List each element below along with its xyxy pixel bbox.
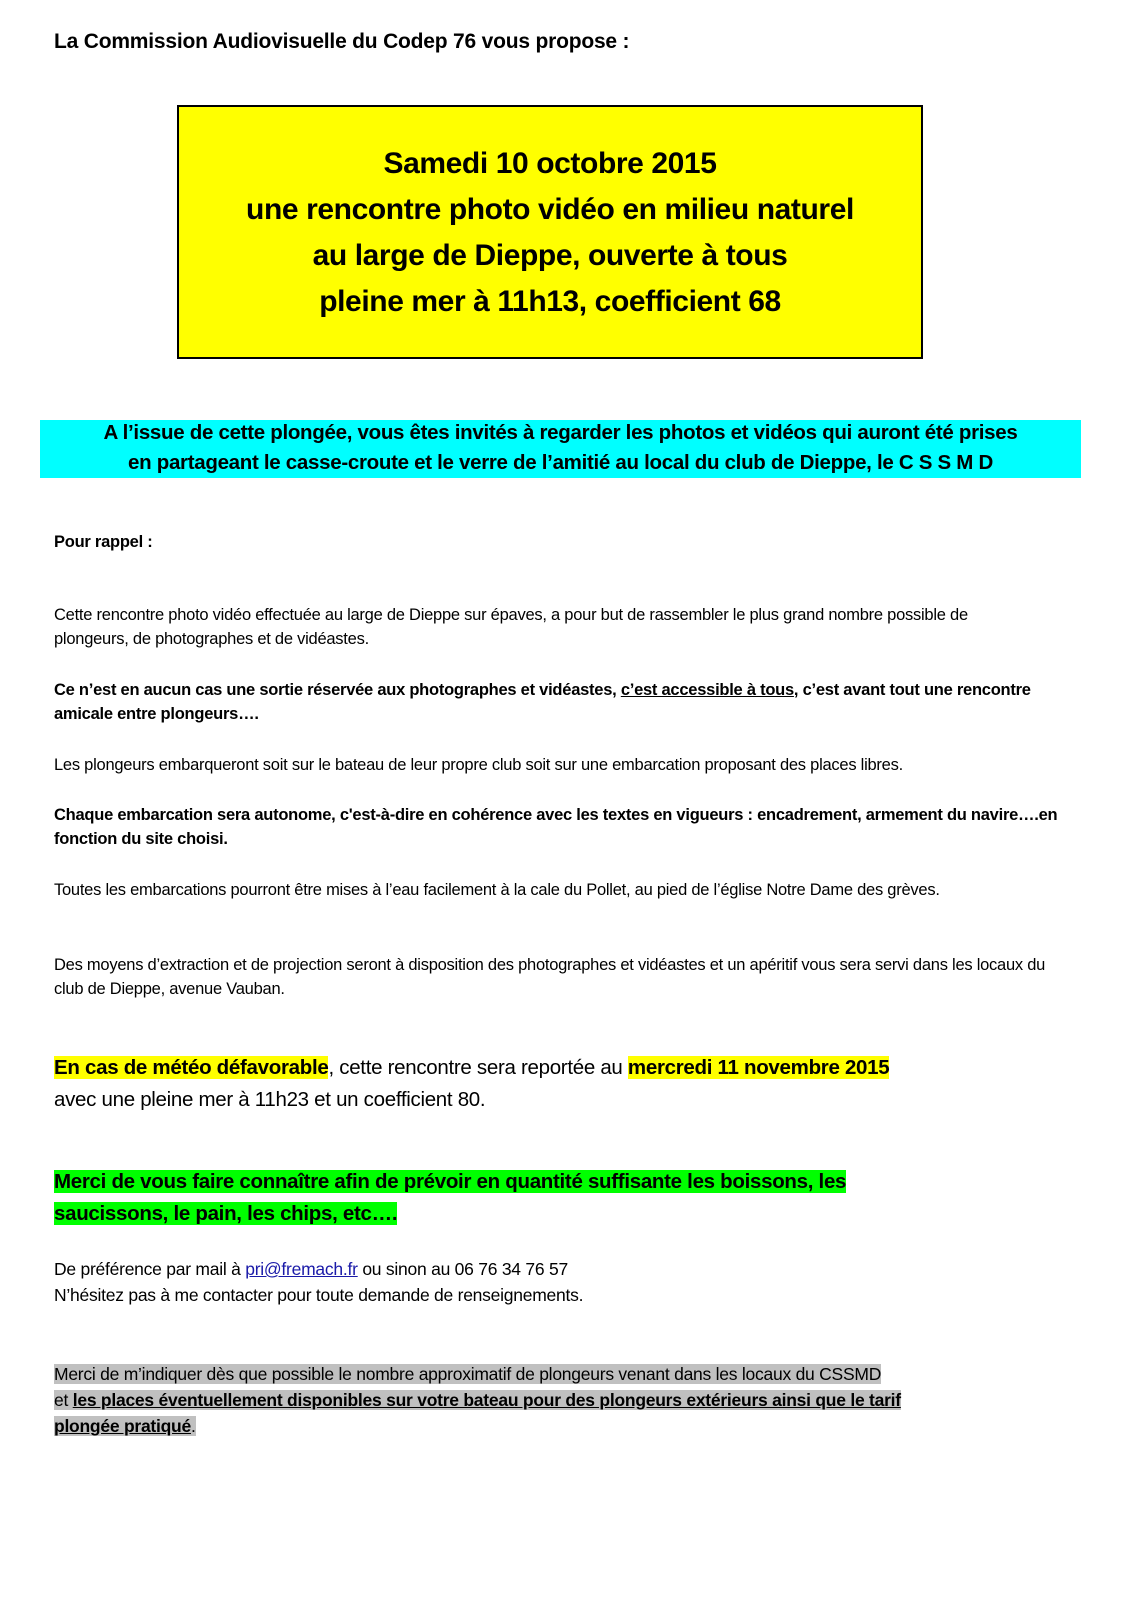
event-location: au large de Dieppe, ouverte à tous xyxy=(312,239,788,272)
request-available-places: les places éventuellement disponibles sur votre bateau pour des plongeurs extérieurs ainsi que le tarif xyxy=(72,1390,901,1410)
request-notice xyxy=(54,1361,1054,1439)
p2-text-end: , c’est avant tout une rencontre amicale entre plongeurs…. xyxy=(54,681,1031,723)
reminder-heading: Pour rappel : xyxy=(54,533,153,551)
event-description: une rencontre photo vidéo en milieu naturel xyxy=(246,193,854,226)
weather-notice xyxy=(54,1052,1074,1116)
invitation-banner xyxy=(40,418,1081,478)
p2-text-start: Ce n’est en aucun cas une sortie réservée aux photographes et vidéastes, xyxy=(54,681,621,699)
contact-info xyxy=(54,1256,1074,1308)
contact-prefix: De préférence par mail à xyxy=(54,1259,246,1279)
accessible-to-all-emphasis: c’est accessible à tous xyxy=(620,681,794,699)
email-link[interactable]: pri@fremach.fr xyxy=(245,1259,358,1279)
reminder-paragraph-4: Chaque embarcation sera autonome, c'est-à-dire en cohérence avec les textes en vigueurs : encadrement, armement du navire….en fonction du site choisi. xyxy=(54,806,1058,848)
reminder-paragraph-1: Cette rencontre photo vidéo effectuée au large de Dieppe sur épaves, a pour but de rassembler le plus grand nombre possible de plongeurs, de photographes et de vidéastes. xyxy=(54,606,968,648)
weather-condition-highlight: En cas de météo défavorable xyxy=(54,1056,329,1079)
invitation-line-1: A l’issue de cette plongée, vous êtes invités à regarder les photos et vidéos qui auront été prises xyxy=(103,421,1018,444)
event-tide-info: pleine mer à 11h13, coefficient 68 xyxy=(319,285,781,318)
reminder-paragraph-2 xyxy=(54,678,1054,726)
event-date: Samedi 10 octobre 2015 xyxy=(383,147,717,180)
reminder-paragraph-6: Des moyens d’extraction et de projection seront à disposition des photographes et vidéastes et un apéritif vous sera servi dans les locaux du club de Dieppe, avenue Vauban. xyxy=(54,956,1046,998)
document-header: La Commission Audiovisuelle du Codep 76 vous propose : xyxy=(54,30,630,53)
postponed-date-highlight: mercredi 11 novembre 2015 xyxy=(627,1056,890,1079)
request-line-1: Merci de m’indiquer dès que possible le nombre approximatif de plongeurs venant dans les locaux du CSSMD xyxy=(54,1364,882,1384)
rsvp-notice xyxy=(54,1166,974,1230)
reminder-paragraph-5: Toutes les embarcations pourront être mises à l’eau facilement à la cale du Pollet, au pied de l’église Notre Dame des grèves. xyxy=(54,881,940,899)
contact-line-2: N’hésitez pas à me contacter pour toute demande de renseignements. xyxy=(54,1285,584,1305)
request-line-2-prefix: et xyxy=(54,1390,73,1410)
event-announcement-box xyxy=(177,105,923,359)
postponed-tide-info: avec une pleine mer à 11h23 et un coefficient 80. xyxy=(54,1088,486,1111)
request-period: . xyxy=(190,1416,196,1436)
rsvp-line-2: saucissons, le pain, les chips, etc…. xyxy=(54,1202,398,1225)
contact-phone: ou sinon au 06 76 34 76 57 xyxy=(357,1259,568,1279)
rsvp-line-1: Merci de vous faire connaître afin de prévoir en quantité suffisante les boissons, les xyxy=(54,1170,847,1193)
reminder-paragraph-3: Les plongeurs embarqueront soit sur le bateau de leur propre club soit sur une embarcation proposant des places libres. xyxy=(54,756,903,774)
request-dive-price: plongée pratiqué xyxy=(54,1416,191,1436)
invitation-line-2: en partageant le casse-croute et le verre de l’amitié au local du club de Dieppe, le C S S M D xyxy=(128,451,993,474)
weather-text-middle: , cette rencontre sera reportée au xyxy=(328,1056,628,1079)
